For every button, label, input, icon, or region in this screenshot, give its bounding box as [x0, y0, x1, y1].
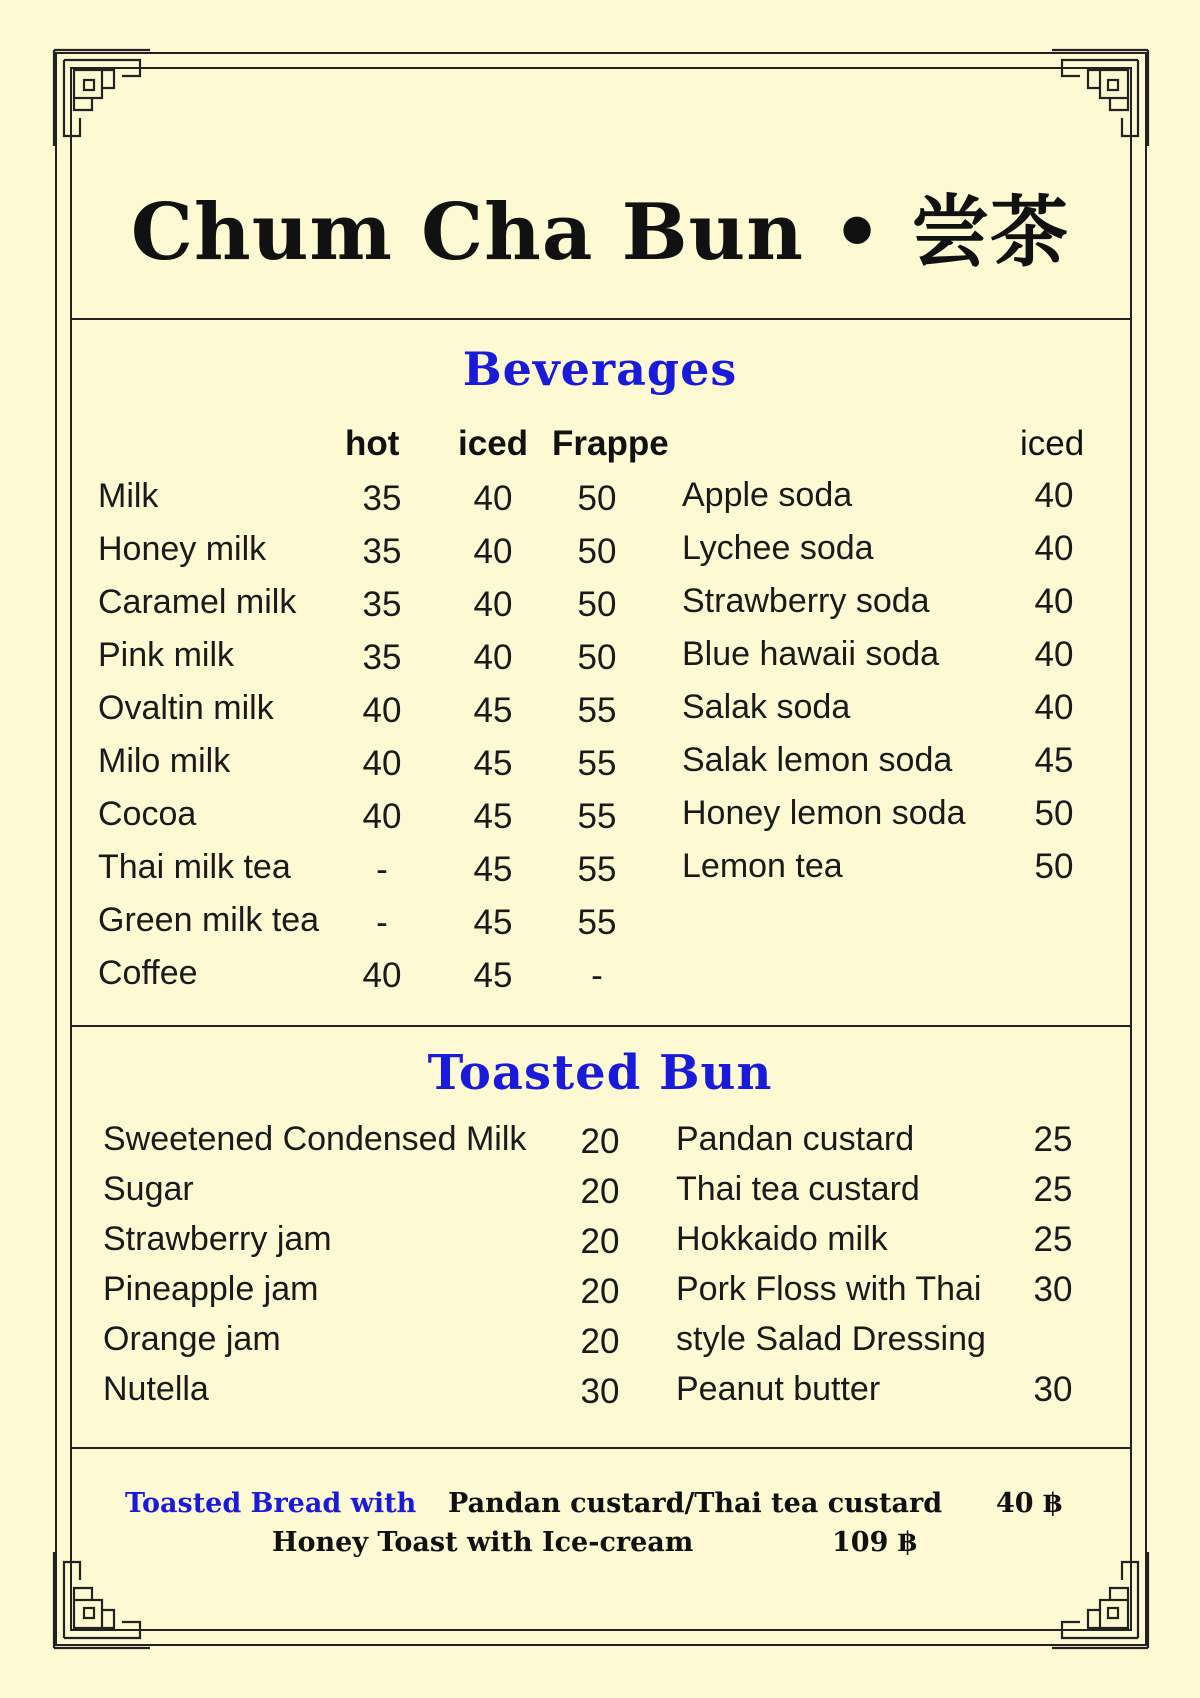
price-iced: 45: [473, 744, 513, 783]
price-iced: 40: [1034, 582, 1074, 621]
drink-name: Caramel milk: [98, 583, 297, 621]
topping-price: 25: [1033, 1220, 1073, 1259]
price-frappe: 55: [577, 903, 617, 942]
price-iced: 40: [1034, 476, 1074, 515]
topping-name: Pork Floss with Thai: [676, 1270, 982, 1308]
drink-name: Honey milk: [98, 530, 267, 568]
topping-name: Pineapple jam: [103, 1270, 319, 1308]
drink-name: Lychee soda: [682, 529, 874, 567]
topping-price: 30: [1033, 1270, 1073, 1309]
drink-name: Strawberry soda: [682, 582, 930, 620]
drink-name: Pink milk: [98, 636, 235, 674]
corner-ornament-bottom-left: [52, 1550, 152, 1650]
topping-price: 20: [580, 1322, 620, 1361]
price-hot: -: [376, 903, 388, 942]
drink-name: Cocoa: [98, 795, 197, 833]
topping-price: 20: [580, 1272, 620, 1311]
price-iced: 45: [473, 797, 513, 836]
topping-price: 30: [580, 1372, 620, 1411]
column-header-hot: hot: [345, 424, 400, 463]
topping-name: Pandan custard: [676, 1120, 915, 1158]
price-hot: 35: [362, 585, 402, 624]
price-hot: 40: [362, 797, 402, 836]
price-iced: 45: [473, 903, 513, 942]
price-iced: 40: [473, 585, 513, 624]
footer-toasted-bread-item: Pandan custard/Thai tea custard: [448, 1488, 943, 1519]
price-iced: 50: [1034, 794, 1074, 833]
price-frappe: -: [591, 956, 603, 995]
divider-toasted-bun: [70, 1447, 1132, 1449]
drink-name: Milo milk: [98, 742, 231, 780]
price-hot: 35: [362, 532, 402, 571]
footer-toasted-bread-price: 40 ฿: [996, 1488, 1062, 1519]
corner-ornament-top-left: [52, 48, 152, 148]
topping-name: Thai tea custard: [676, 1170, 920, 1208]
price-frappe: 55: [577, 744, 617, 783]
drink-name: Thai milk tea: [98, 848, 291, 886]
drink-name: Green milk tea: [98, 901, 320, 939]
drink-name: Coffee: [98, 954, 198, 992]
divider-title: [70, 318, 1132, 320]
price-hot: 40: [362, 691, 402, 730]
topping-price: 25: [1033, 1170, 1073, 1209]
divider-beverages: [70, 1025, 1132, 1027]
price-iced: 40: [1034, 635, 1074, 674]
topping-name: Sweetened Condensed Milk: [103, 1120, 527, 1158]
price-iced: 40: [473, 532, 513, 571]
corner-ornament-top-right: [1050, 48, 1150, 148]
price-frappe: 55: [577, 691, 617, 730]
price-iced: 40: [473, 479, 513, 518]
column-header-iced: iced: [458, 424, 529, 463]
drink-name: Honey lemon soda: [682, 794, 966, 832]
price-frappe: 50: [577, 532, 617, 571]
topping-name: Orange jam: [103, 1320, 281, 1358]
price-iced: 40: [473, 638, 513, 677]
drink-name: Lemon tea: [682, 847, 843, 885]
topping-name: Hokkaido milk: [676, 1220, 888, 1258]
price-iced: 45: [1034, 741, 1074, 780]
price-iced: 40: [1034, 688, 1074, 727]
topping-name: Sugar: [103, 1170, 194, 1208]
topping-price: 30: [1033, 1370, 1073, 1409]
price-iced: 40: [1034, 529, 1074, 568]
price-frappe: 50: [577, 479, 617, 518]
price-frappe: 50: [577, 585, 617, 624]
column-header-frappe: Frappe: [552, 424, 669, 463]
price-hot: 40: [362, 744, 402, 783]
topping-price: 20: [580, 1222, 620, 1261]
topping-price: 20: [580, 1122, 620, 1161]
drink-name: Milk: [98, 477, 159, 515]
topping-name: style Salad Dressing: [676, 1320, 986, 1358]
drink-name: Apple soda: [682, 476, 853, 514]
price-iced: 50: [1034, 847, 1074, 886]
topping-name: Strawberry jam: [103, 1220, 332, 1258]
topping-price: 25: [1033, 1120, 1073, 1159]
topping-name: Peanut butter: [676, 1370, 881, 1408]
footer-honey-toast-price: 109 ฿: [832, 1527, 917, 1558]
beverages-heading: Beverages: [462, 342, 738, 396]
price-frappe: 55: [577, 850, 617, 889]
price-hot: 35: [362, 479, 402, 518]
topping-name: Nutella: [103, 1370, 209, 1408]
drink-name: Ovaltin milk: [98, 689, 274, 727]
footer-honey-toast-item: Honey Toast with Ice-cream: [272, 1527, 694, 1558]
column-header-soda-iced: iced: [1020, 424, 1085, 463]
price-frappe: 55: [577, 797, 617, 836]
footer-toasted-bread-label: Toasted Bread with: [125, 1488, 417, 1519]
price-hot: 35: [362, 638, 402, 677]
price-frappe: 50: [577, 638, 617, 677]
price-hot: -: [376, 850, 388, 889]
drink-name: Blue hawaii soda: [682, 635, 940, 673]
menu-title: Chum Cha Bun • 尝茶: [130, 187, 1070, 278]
price-iced: 45: [473, 850, 513, 889]
toasted-bun-heading: Toasted Bun: [427, 1045, 773, 1101]
price-hot: 40: [362, 956, 402, 995]
topping-price: 20: [580, 1172, 620, 1211]
drink-name: Salak lemon soda: [682, 741, 953, 779]
price-iced: 45: [473, 691, 513, 730]
drink-name: Salak soda: [682, 688, 851, 726]
corner-ornament-bottom-right: [1050, 1550, 1150, 1650]
price-iced: 45: [473, 956, 513, 995]
